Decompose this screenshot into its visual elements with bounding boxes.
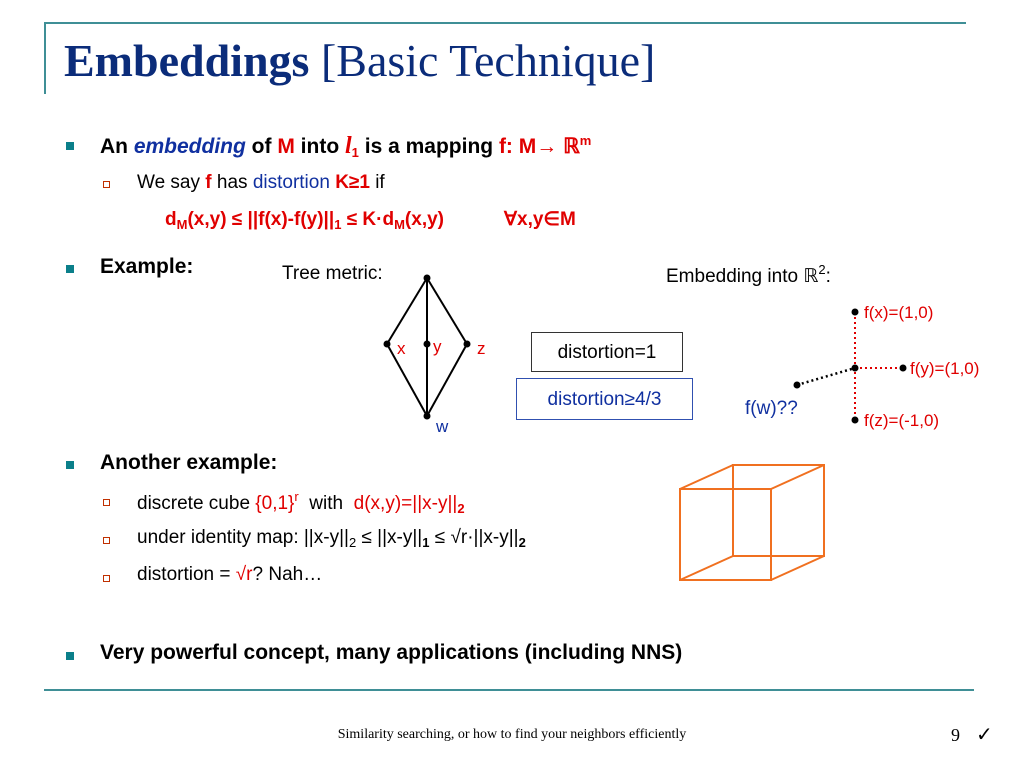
bullet-embedding-definition: An embedding of M into $l_1$ is a mapping f: M→ ℝ$^m$ <box>100 133 592 160</box>
tree-root-node <box>424 275 431 282</box>
label-fw: f(w)?? <box>745 398 798 419</box>
distortion-nah-item: distortion = √r? Nah… <box>137 564 323 585</box>
label-y: y <box>433 337 442 356</box>
point-fz <box>852 417 859 424</box>
footer-rule <box>44 689 974 691</box>
cube-item: discrete cube $\{0,1\}^r$ with $d(x,y)=||x-y||_2$ <box>137 489 465 516</box>
distortion-box-2: distortion≥4/3 <box>516 378 693 420</box>
example-heading: Example: <box>100 255 194 278</box>
embedding-r2-label: Embedding into ℝ$^2$: <box>666 262 831 287</box>
r2-embedding-diagram <box>745 303 979 430</box>
point-fx <box>852 309 859 316</box>
label-z: z <box>477 339 486 358</box>
cube-diagram <box>680 465 824 580</box>
tree-node-y <box>424 341 431 348</box>
label-fy: f(y)=(1,0) <box>910 359 980 378</box>
tree-node-w <box>424 413 431 420</box>
bullet-marker <box>66 461 74 469</box>
page-number: 9 <box>951 725 960 745</box>
check-mark-icon: ✓ <box>976 724 993 746</box>
label-w: w <box>436 417 449 436</box>
sub-bullet-distortion: We say f has distortion K≥1 if <box>137 172 385 193</box>
sub-bullet-marker <box>103 575 110 582</box>
distortion-formula: $d_M(x,y) \le ||f(x)-f(y)||_1 \le K\cdot d_M(x,y)$ ∀x,y∈M <box>165 209 576 232</box>
tree-node-x <box>384 341 391 348</box>
slide-title: Embeddings [Basic Technique] <box>64 35 656 86</box>
footer-text: Similarity searching, or how to find your neighbors efficiently <box>337 727 687 742</box>
sub-bullet-marker <box>103 537 110 544</box>
another-example-heading: Another example: <box>100 451 278 474</box>
point-fw <box>794 382 801 389</box>
label-fx: f(x)=(1,0) <box>864 303 934 322</box>
identity-map-item: under identity map: $||x-y||_2 \le ||x-y||_1 \le √r\cdot||x-y||_2$ <box>137 527 526 550</box>
label-x: x <box>397 339 406 358</box>
tree-node-z <box>464 341 471 348</box>
point-fy <box>900 365 907 372</box>
distortion-box-1: distortion=1 <box>531 332 683 372</box>
tree-metric-label: Tree metric: <box>282 263 383 284</box>
powerful-concept-bullet: Very powerful concept, many applications (including NNS) <box>100 641 683 664</box>
tree-metric-diagram <box>384 275 486 437</box>
point-center <box>852 365 859 372</box>
bullet-marker <box>66 652 74 660</box>
sub-bullet-marker <box>103 499 110 506</box>
label-fz: f(z)=(-1,0) <box>864 411 940 430</box>
